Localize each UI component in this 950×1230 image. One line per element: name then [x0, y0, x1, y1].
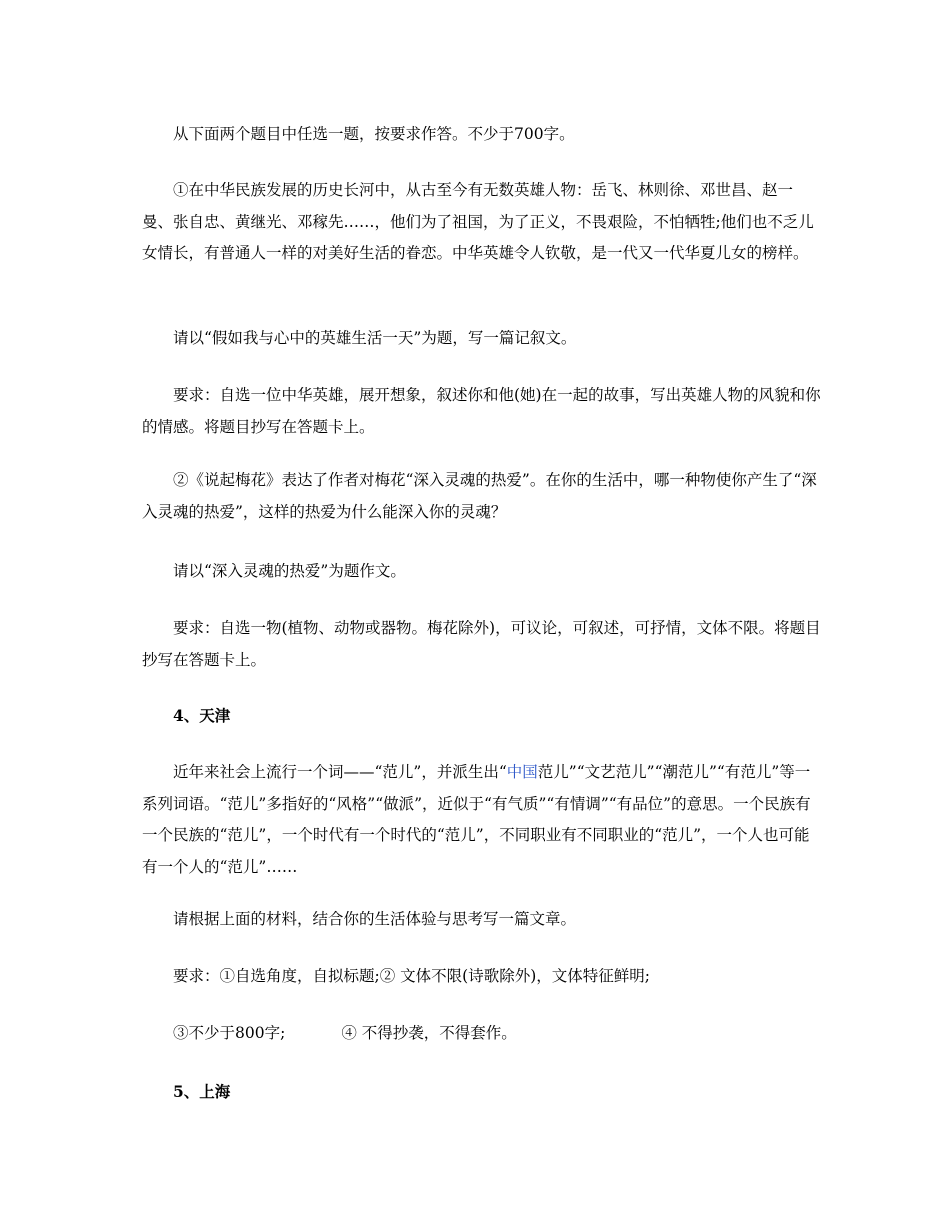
tianjin-material-text-2: 范儿”“文艺范儿”“潮范儿”“有范儿”等一系列词语。“范儿”多指好的“风格”“做派”，近似于“有气质”“有情调”“有品位”的意思。一个民族有一个民族的“范儿”，一个时代有一个时代的“范儿”，不同职业有不同职业的“范儿”，一个人也可能有一个人的“范儿”…… [142, 763, 811, 876]
section-heading-tianjin: 4、天津 [173, 706, 231, 725]
topic1-material-paragraph: ①在中华民族发展的历史长河中，从古至今有无数英雄人物：岳飞、林则徐、邓世昌、赵一曼、张自忠、黄继光、邓稼先……，他们为了祖国，为了正义，不畏艰险，不怕牺牲;他们也不乏儿女情长，有普通人一样的对美好生活的眷恋。中华英雄令人钦敬，是一代又一代华夏儿女的榜样。 [142, 181, 814, 262]
tianjin-requirements-line-2 [142, 1018, 822, 1050]
china-link[interactable]: 中国 [506, 763, 538, 781]
intro-paragraph: 从下面两个题目中任选一题，按要求作答。不少于700字。 [173, 125, 575, 143]
tianjin-requirements-line-1: 要求：①自选角度，自拟标题;② 文体不限(诗歌除外)，文体特征鲜明; [173, 967, 650, 985]
topic2-prompt-paragraph: 请以“深入灵魂的热爱”为题作文。 [173, 562, 406, 580]
tianjin-prompt-paragraph: 请根据上面的材料，结合你的生活体验与思考写一篇文章。 [173, 910, 577, 928]
tianjin-material-paragraph [142, 757, 822, 883]
topic1-requirements-paragraph: 要求：自选一位中华英雄，展开想象，叙述你和他(她)在一起的故事，写出英雄人物的风貌和你的情感。将题目抄写在答题卡上。 [142, 386, 821, 436]
tianjin-material-text-1: 近年来社会上流行一个词——“范儿”，并派生出“ [173, 763, 507, 781]
section-heading-shanghai: 5、上海 [173, 1082, 231, 1101]
requirement-word-count: ③不少于800字; [173, 1024, 286, 1042]
requirement-no-plagiarism: ④ 不得抄袭，不得套作。 [341, 1024, 517, 1042]
topic2-requirements-paragraph: 要求：自选一物(植物、动物或器物。梅花除外)，可议论，可叙述，可抒情，文体不限。将题目抄写在答题卡上。 [142, 619, 821, 669]
topic2-material-paragraph: ②《说起梅花》表达了作者对梅花“深入灵魂的热爱”。在你的生活中，哪一种物使你产生了“深入灵魂的热爱”，这样的热爱为什么能深入你的灵魂？ [142, 471, 817, 521]
topic1-prompt-paragraph: 请以“假如我与心中的英雄生活一天”为题，写一篇记叙文。 [173, 329, 577, 347]
